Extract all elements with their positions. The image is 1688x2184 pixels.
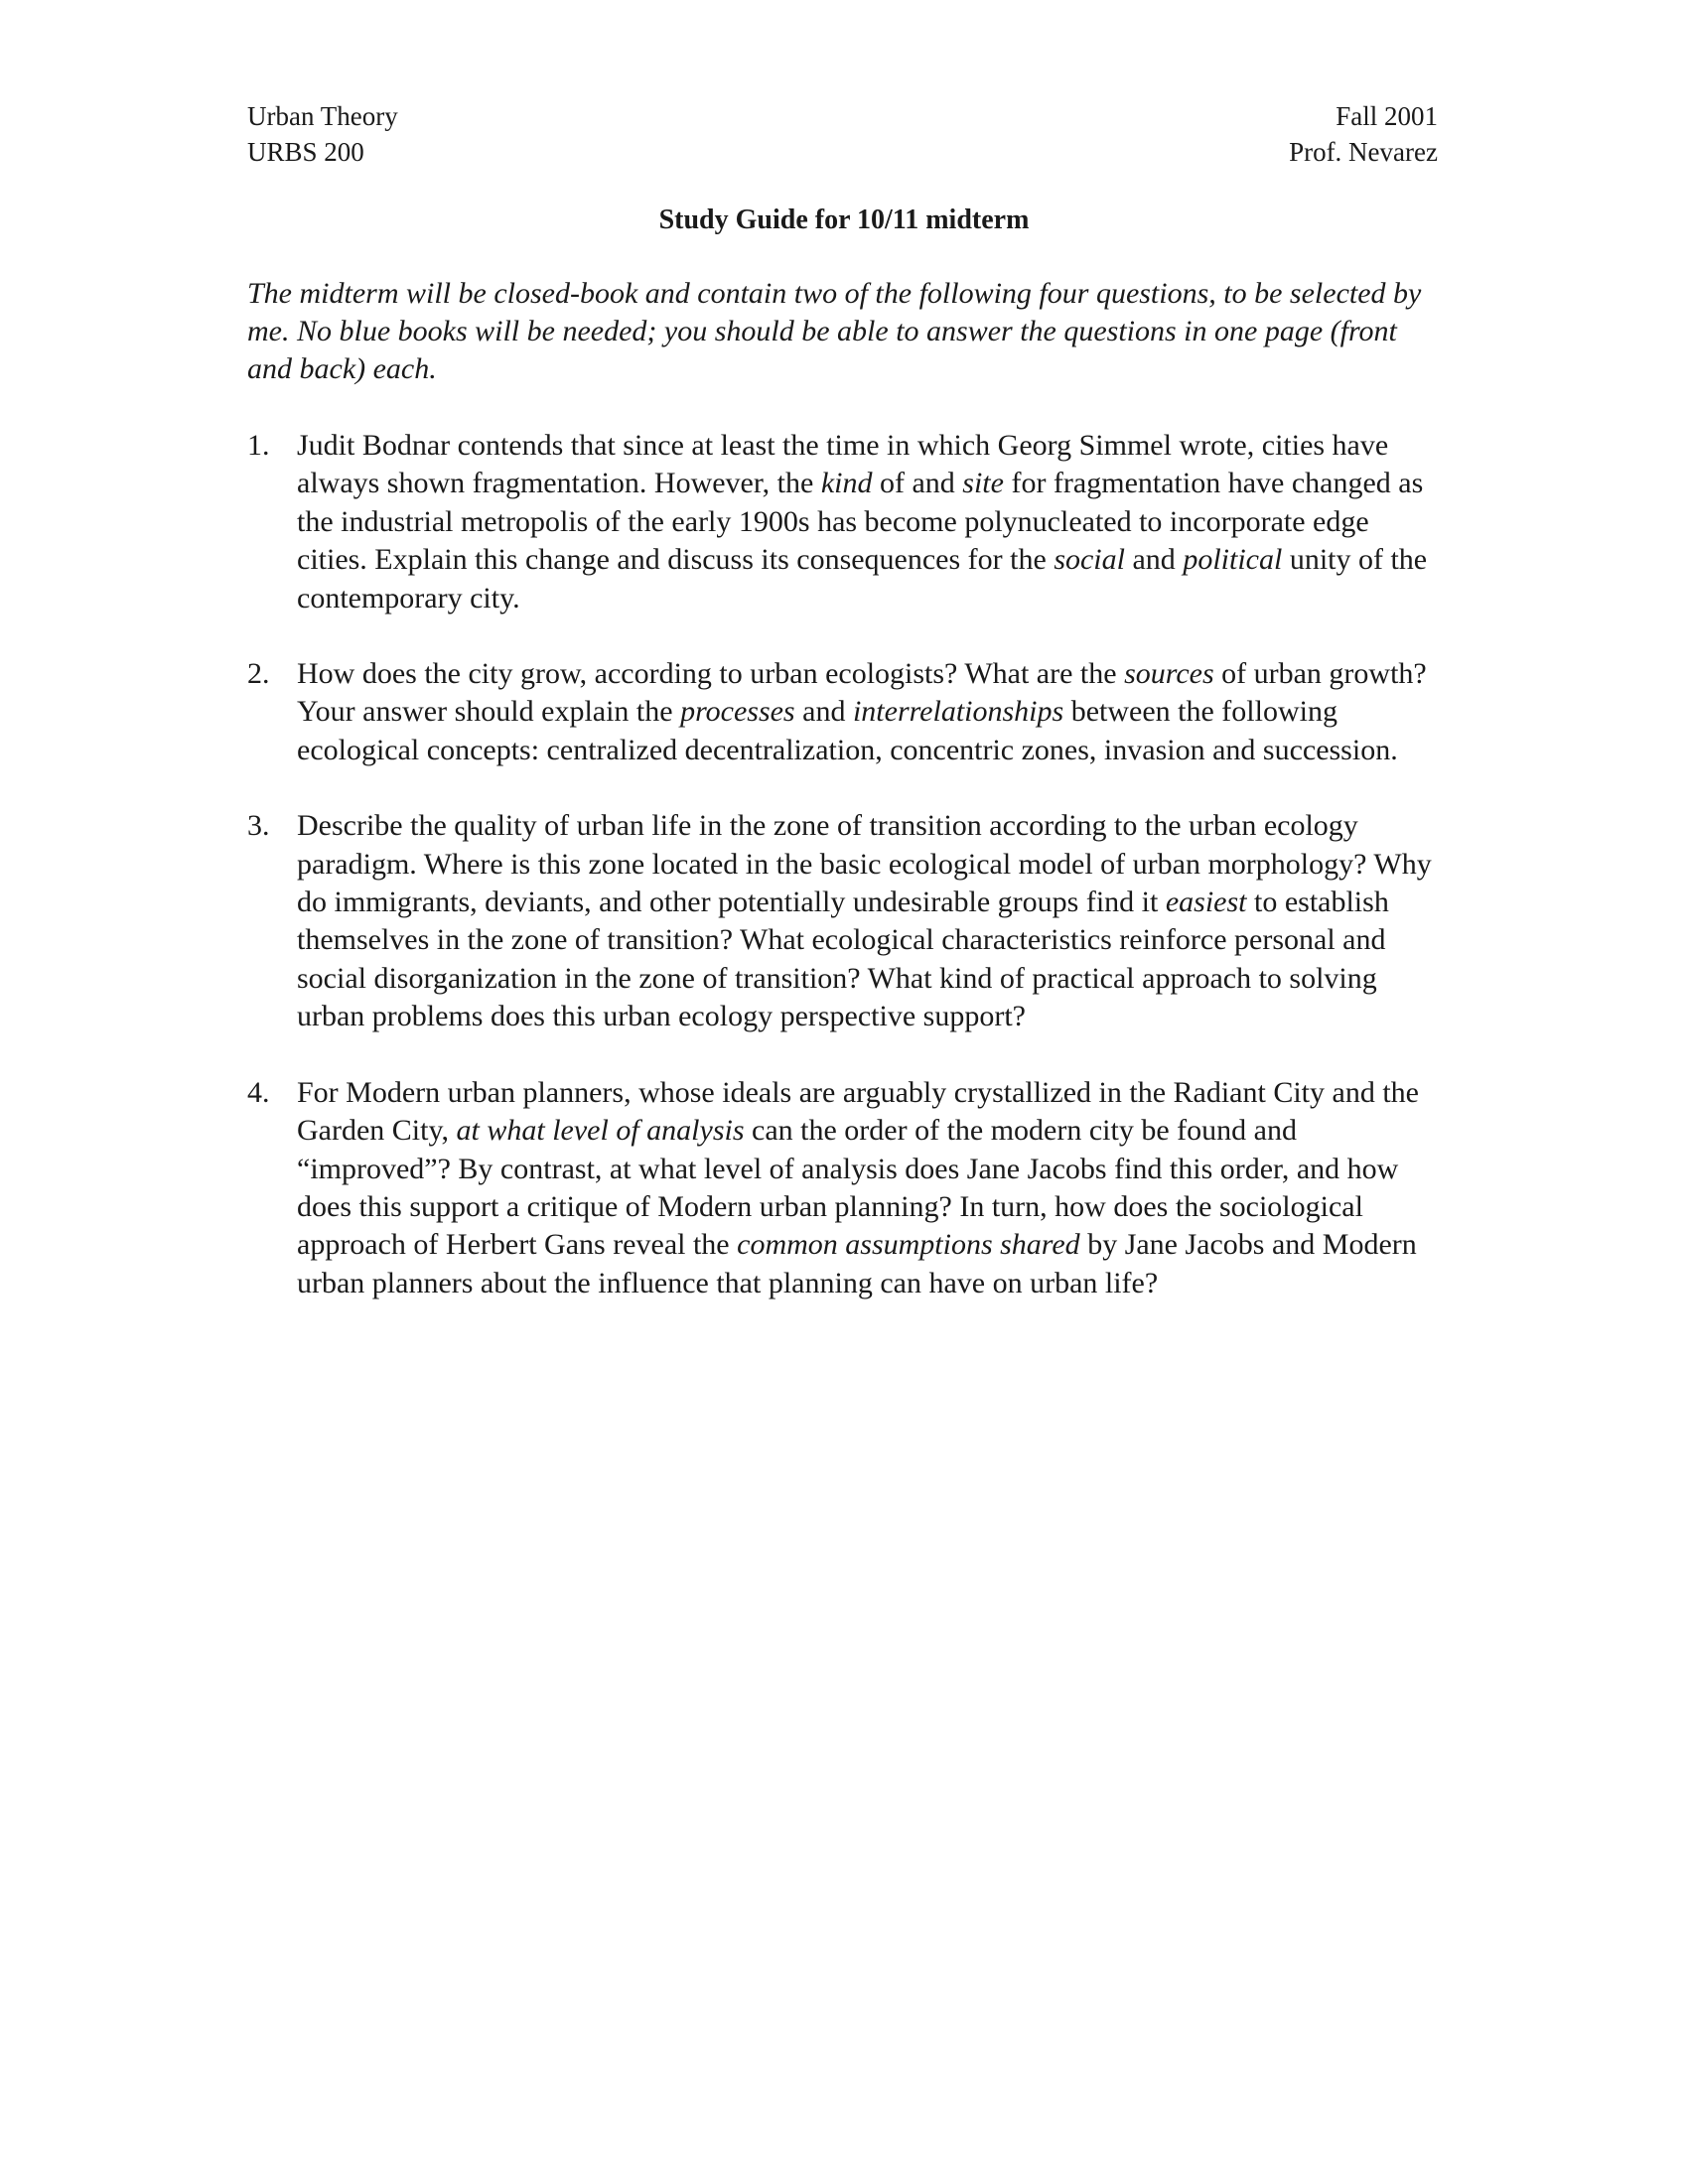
question-4 [247, 1074, 1439, 1302]
term: Fall 2001 [1336, 101, 1438, 131]
page-title: Study Guide for 10/11 midterm [658, 205, 1030, 235]
course-code: URBS 200 [247, 137, 364, 167]
question-number: 4. [247, 1075, 270, 1109]
question-number: 2. [247, 657, 270, 691]
instructor: Prof. Nevarez [1289, 137, 1438, 167]
question-text: Judit Bodnar contends that since at least the time in which Georg Simmel wrote, cities have always shown fragmentation. However, the kind of and site for fragmentation have changed as the industrial metropolis of the early 1900s has become polynucleated to incorporate edge cities. Explain this change and discuss its consequences for the social and political unity of the contemporary city. [297, 429, 1428, 614]
course-name: Urban Theory [247, 101, 398, 131]
question-list [247, 427, 1439, 1340]
header-right [1289, 98, 1438, 170]
question-text: Describe the quality of urban life in the zone of transition according to the urban ecology paradigm. Where is this zone located in the basic ecological model of urban morphology? Why do immigrants, deviants, and other potentially undesirable groups find it easiest to establish themselves in the zone of transition? What ecological characteristics reinforce personal and social disorganization in the zone of transition? What kind of practical approach to solving urban problems does this urban ecology perspective support? [297, 809, 1432, 1033]
intro-paragraph: The midterm will be closed-book and contain two of the following four questions, to be selected by me. No blue books will be needed; you should be able to answer the questions in one page (front and back) each. [247, 277, 1422, 385]
question-number: 1. [247, 429, 270, 462]
header-left [247, 98, 398, 170]
question-2 [247, 655, 1439, 769]
question-text: For Modern urban planners, whose ideals are arguably crystallized in the Radiant City and the Garden City, at what level of analysis can the order of the modern city be found and “improved”? By contrast, at what level of analysis does Jane Jacobs find this order, and how does this support a critique of Modern urban planning? In turn, how does the sociological approach of Herbert Gans reveal the common assumptions shared by Jane Jacobs and Modern urban planners about the influence that planning can have on urban life? [297, 1075, 1419, 1299]
question-text: How does the city grow, according to urban ecologists? What are the sources of urban growth? Your answer should explain the processes and interrelationships between the following ecological concepts: centralized decentralization, concentric zones, invasion and succession. [297, 657, 1427, 766]
question-number: 3. [247, 809, 270, 843]
question-3 [247, 807, 1439, 1035]
question-1 [247, 427, 1439, 617]
